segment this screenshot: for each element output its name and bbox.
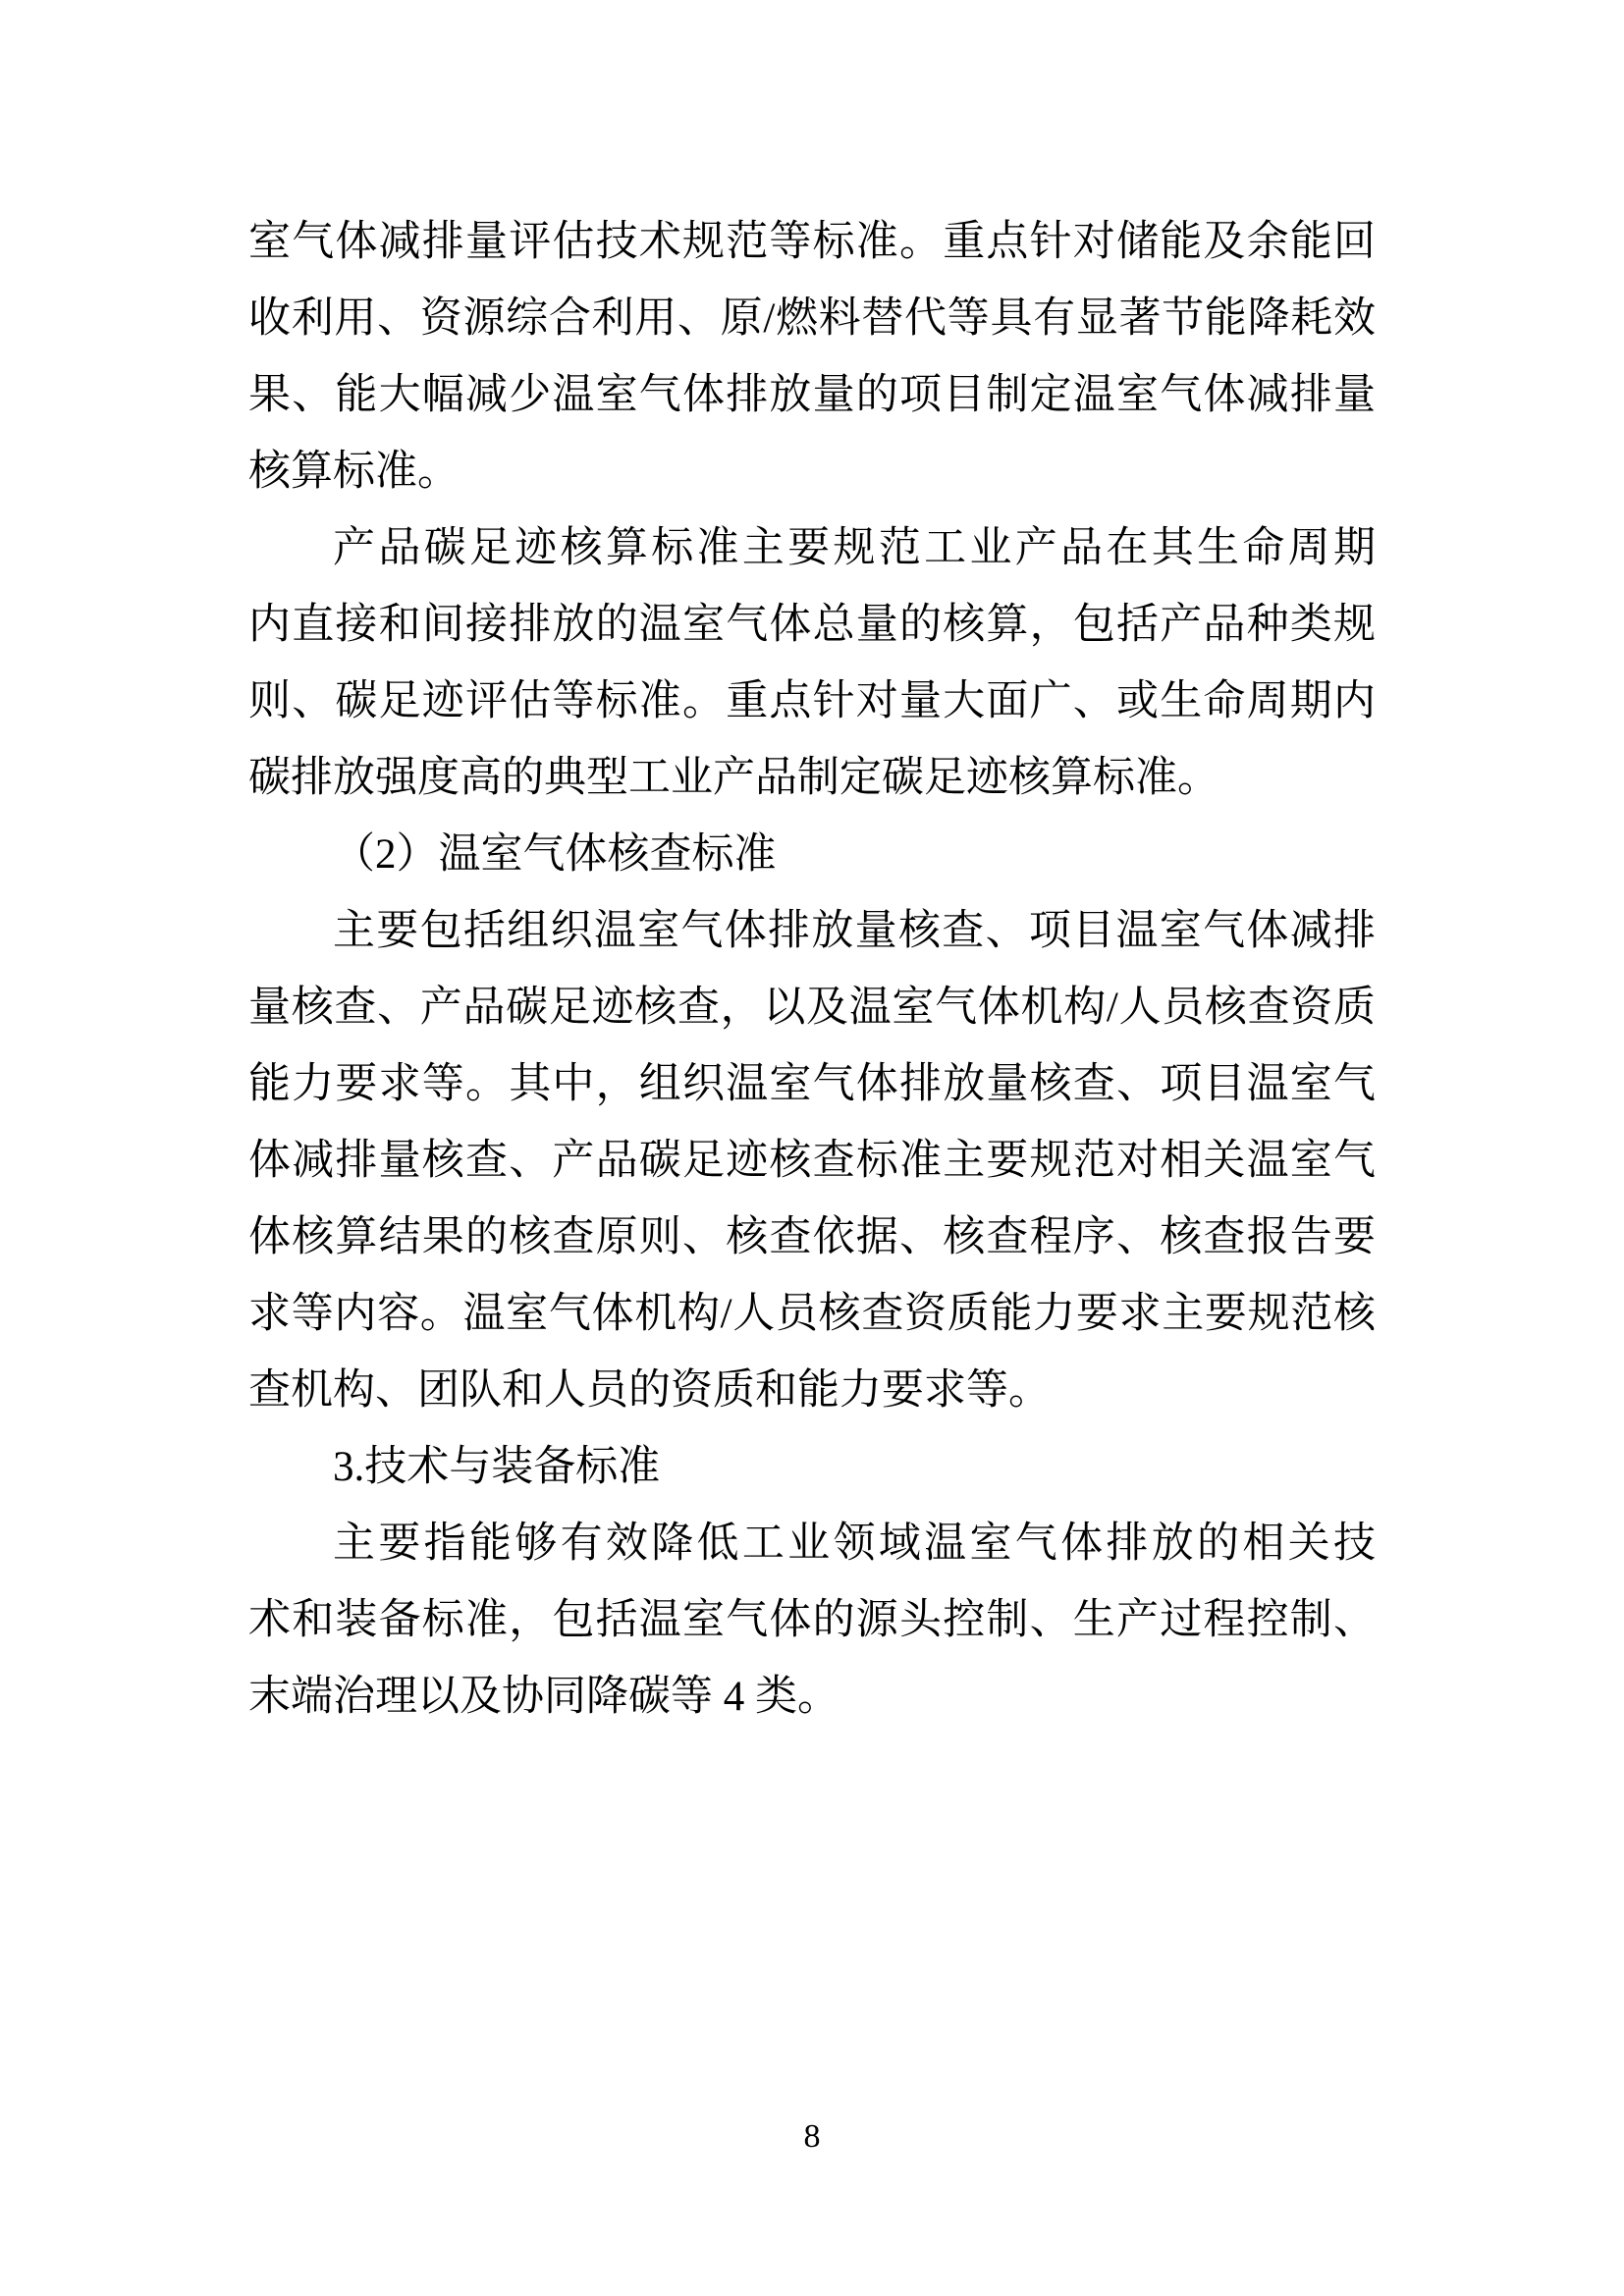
text-line: 产品碳足迹核算标准主要规范工业产品在其生命周期 <box>333 525 1376 571</box>
text-line: 收利用、资源综合利用、原/燃料替代等具有显著节能降耗效 <box>248 295 1376 342</box>
text-line: 量核查、产品碳足迹核查，以及温室气体机构/人员核查资质 <box>248 985 1376 1031</box>
text-line: 查机构、团队和人员的资质和能力要求等。 <box>248 1367 1051 1414</box>
text-line: 内直接和间接排放的温室气体总量的核算，包括产品种类规 <box>248 602 1376 648</box>
text-line: 能力要求等。其中，组织温室气体排放量核查、项目温室气 <box>248 1061 1376 1107</box>
text-line: 求等内容。温室气体机构/人员核查资质能力要求主要规范核 <box>248 1291 1376 1337</box>
text-line: 体减排量核查、产品碳足迹核查标准主要规范对相关温室气 <box>248 1138 1376 1184</box>
text-line: 主要指能够有效降低工业领域温室气体排放的相关技 <box>333 1521 1376 1567</box>
body-text <box>248 204 1376 1735</box>
text-line: 主要包括组织温室气体排放量核查、项目温室气体减排 <box>333 908 1376 954</box>
text-line: 末端治理以及协同降碳等 4 类。 <box>248 1674 839 1720</box>
text-line: 核算标准。 <box>248 449 460 495</box>
section-heading-line: 3.技术与装备标准 <box>333 1444 661 1490</box>
text-line: 果、能大幅减少温室气体排放量的项目制定温室气体减排量 <box>248 372 1376 418</box>
text-line: 则、碳足迹评估等标准。重点针对量大面广、或生命周期内 <box>248 678 1376 724</box>
page-number: 8 <box>803 2118 821 2155</box>
section-heading-line: （2）温室气体核查标准 <box>333 831 777 878</box>
text-line: 体核算结果的核查原则、核查依据、核查程序、核查报告要 <box>248 1214 1376 1260</box>
text-line: 术和装备标准，包括温室气体的源头控制、生产过程控制、 <box>248 1597 1376 1643</box>
text-line: 室气体减排量评估技术规范等标准。重点针对储能及余能回 <box>248 219 1376 265</box>
text-line: 碳排放强度高的典型工业产品制定碳足迹核算标准。 <box>248 755 1219 801</box>
